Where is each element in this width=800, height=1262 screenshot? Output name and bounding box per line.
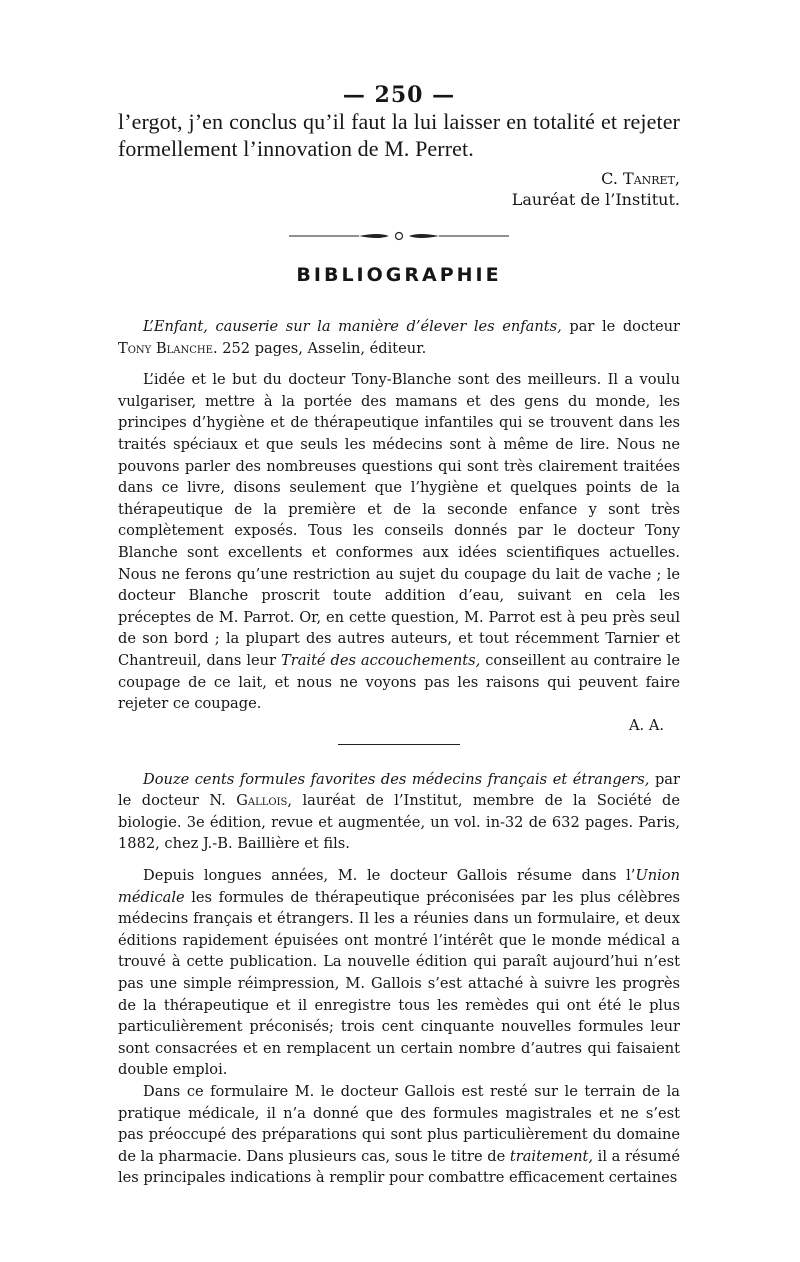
review2-author: Gallois — [236, 792, 288, 810]
review1-body-italic: Traité des accouchements, — [280, 651, 481, 669]
review2-para2-a: Dans ce formulaire M. le docteur Gallois est resté sur le terrain de la pratique médicale, il n’a donné que des formules magistrales et ne s’est pas préoccupé des préparations qui sont plus particulièrement du domaine de la pharmacie. Dans plusieurs cas, sous le titre de — [118, 1083, 680, 1165]
signature-surname: Tanret, — [623, 169, 680, 188]
review1-initials: A. A. — [629, 716, 664, 734]
review2-citation-a: par le docteur N. — [118, 770, 680, 810]
review2-para1-a: Depuis longues années, M. le docteur Gallois résume dans l’ — [143, 867, 636, 885]
review1-body — [118, 369, 680, 715]
ornament-divider — [289, 230, 509, 242]
review1-citation — [118, 316, 680, 359]
page-number: — 250 — — [342, 82, 456, 108]
section-heading: BIBLIOGRAPHIE — [296, 264, 502, 286]
review1-body-text: L’idée et le but du docteur Tony-Blanche sont des meilleurs. Il a voulu vulgariser, mettre à la portée des mamans et des gens du monde, les principes d’hygiène et de thérapeutique infantiles qui se trouvent dans les traités spéciaux et que seuls les médecins sont à même de lire. Nous ne pouvons parler des nombreuses questions qui sont très clairement traitées dans ce livre, disons seulement que l’hygiène et quelques points de la thérapeutique de la première et de la seconde enfance y sont très complètement exposés. Tous les conseils donnés par le docteur Tony Blanche sont excellents et conformes aux idées scientifiques actuelles. Nous ne ferons qu’une restriction au sujet du coupage du lait de vache ; le docteur Blanche proscrit toute addition d’eau, suivant en cela les préceptes de M. Parrot. Or, en cette question, M. Parrot est à peu près seul de son bord ; la plupart des autres auteurs, et tout récemment Tarnier et Chantreuil, dans leur — [118, 371, 680, 669]
review2-title: Douze cents formules favorites des médecins français et étrangers, — [143, 770, 650, 788]
lead-paragraph: l’ergot, j’en conclus qu’il faut la lui laisser en totalité et rejeter formellement l’innovation de M. Perret. — [118, 109, 680, 161]
review2-para1-italic: Union médicale — [118, 867, 680, 906]
review2-para2-italic: traitement, — [509, 1147, 593, 1165]
signature-name — [118, 168, 680, 189]
signature-initial: C. — [601, 169, 624, 188]
review1-title: L’Enfant, causerie sur la manière d’élever les enfants, — [143, 318, 562, 335]
review2-para1-b: les formules de thérapeutique préconisées par les plus célèbres médecins français et étrangers. Il les a réunies dans un formulaire, et deux éditions rapidement épuisées ont montré l’intérêt que le monde médical a trouvé à cette publication. La nouvelle édition qui paraît aujourd’hui n’est pas une simple réimpression, M. Gallois s’est attaché à suivre les progrès de la thérapeutique et il enregistre tous les remèdes qui ont été le plus particulièrement préconisés; trois cent cinquante nouvelles formules leur sont consacrées et en remplacent un certain nombre d’autres qui faisaient double emploi. — [118, 888, 680, 1079]
review1-body-end: conseillent au contraire le coupage de ce lait, et nous ne voyons pas les raisons qui peuvent faire rejeter ce coupage. — [118, 651, 681, 713]
review2-citation — [118, 769, 680, 855]
review1-author: Tony Blanche — [118, 339, 213, 357]
review1-citation-tail: par le docteur — [561, 318, 681, 335]
review2-paragraph-2 — [118, 1081, 680, 1189]
review2-citation-b: , lauréat de l’Institut, membre de la Société de biologie. 3e édition, revue et augmentée, un vol. in-32 de 632 pages. Paris, 1882, chez J.-B. Baillière et fils. — [118, 792, 680, 853]
review2-paragraph-1 — [118, 865, 680, 1081]
signature-title: Lauréat de l’Institut. — [511, 190, 680, 209]
review1-publisher: . 252 pages, Asselin, éditeur. — [212, 339, 427, 357]
signature — [118, 168, 680, 210]
section-rule — [338, 744, 460, 745]
review2-para2-b: il a résumé les principales indications à remplir pour combattre efficacement certaines — [118, 1147, 680, 1187]
page — [118, 84, 680, 1189]
